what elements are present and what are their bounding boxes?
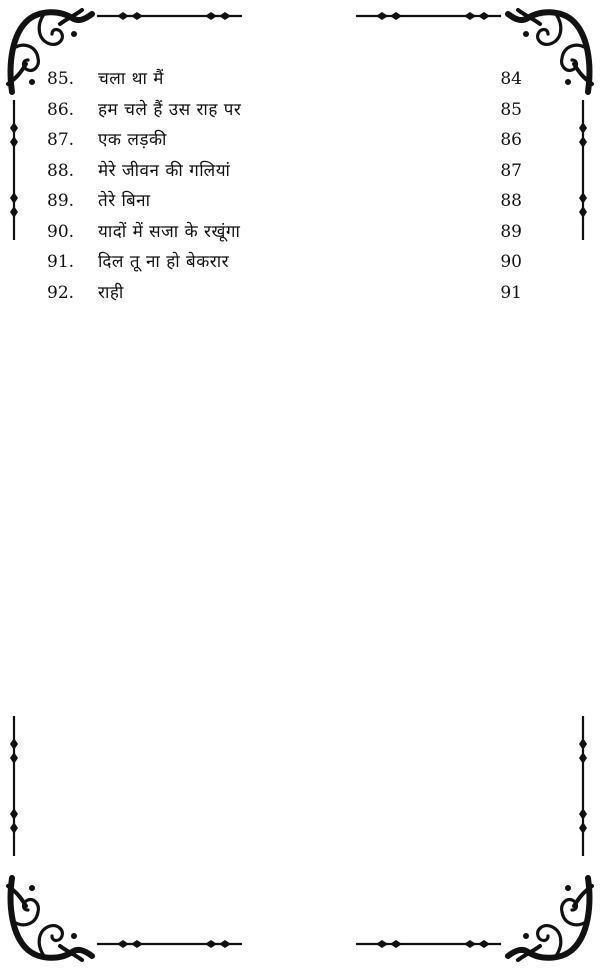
entry-title: तेरे बिना [98,191,151,211]
top-left-rule [97,12,242,20]
top-right-rule [356,12,501,20]
toc-entry [0,186,600,217]
toc-entry [0,95,600,126]
corner-flourish-bottom-right [508,878,592,960]
toc-entry [0,64,600,95]
toc-entry [0,217,600,248]
entry-page-number: 90 [500,252,522,272]
entry-number: 87. [47,130,75,150]
entry-title: एक लड़की [98,130,167,150]
toc-entry [0,156,600,187]
entry-page-number: 86 [500,130,522,150]
entry-title: राही [98,282,124,303]
bottom-right-rule [356,940,501,948]
entry-number: 88. [47,160,75,181]
left-lower-rule [10,716,18,856]
entry-number: 90. [47,221,75,242]
entry-page-number: 84 [500,69,522,89]
entry-page-number: 85 [500,99,522,120]
toc-entry [0,247,600,278]
entry-page-number: 89 [500,221,522,242]
entry-number: 91. [47,252,75,272]
entry-number: 89. [47,191,75,211]
entry-number: 92. [47,282,75,303]
toc-entry [0,278,600,309]
entry-page-number: 91 [500,282,522,303]
entry-title: मेरे जीवन की गलियां [98,160,231,181]
entry-title: यादों में सजा के रखूंगा [98,221,241,242]
bottom-left-rule [97,940,242,948]
entry-number: 85. [47,69,75,89]
corner-flourish-bottom-left [8,878,92,960]
entry-page-number: 87 [500,160,522,181]
right-lower-rule [579,716,587,856]
entry-page-number: 88 [500,191,522,211]
entry-title: हम चले हैं उस राह पर [98,99,242,120]
table-of-contents [0,64,600,308]
entry-title: चला था मैं [98,69,164,89]
entry-title: दिल तू ना हो बेकरार [98,252,230,272]
entry-number: 86. [47,99,75,120]
toc-entry [0,125,600,156]
